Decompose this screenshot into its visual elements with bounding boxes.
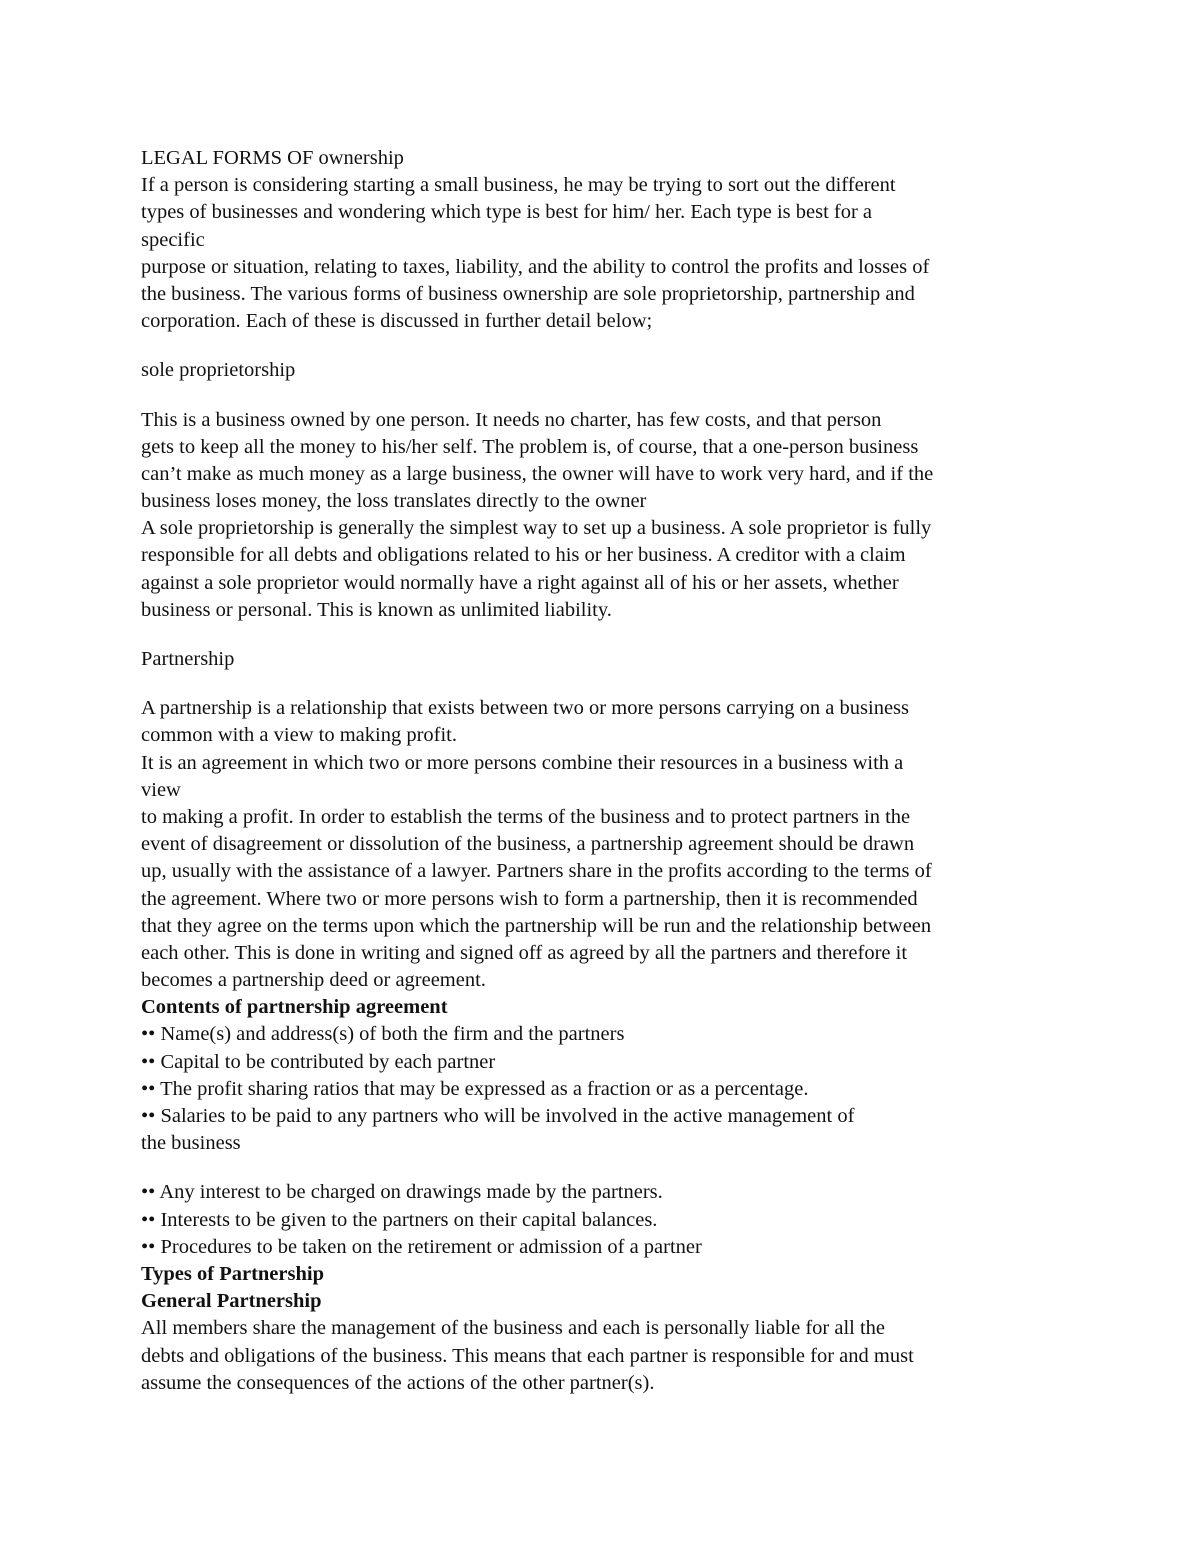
paragraph-gap (141, 1157, 1061, 1179)
partnership-heading: Partnership (141, 648, 235, 670)
contents-list-item: •• Any interest to be charged on drawings made by the partners. (141, 1181, 663, 1204)
contents-list-item: •• Capital to be contributed by each partner (141, 1050, 496, 1073)
contents-heading: Contents of partnership agreement (141, 996, 448, 1019)
general-partnership-heading: General Partnership (141, 1290, 322, 1313)
document-body (141, 145, 1061, 1397)
sole-proprietorship-heading: sole proprietorship (141, 359, 296, 382)
sole-line: This is a business owned by one person. It needs no charter, has few costs, and that person (141, 408, 882, 431)
sole-line: business or personal. This is known as unlimited liability. (141, 598, 612, 621)
types-heading: Types of Partnership (141, 1262, 324, 1285)
partnership-line: A partnership is a relationship that exists between two or more persons carrying on a business (141, 697, 910, 720)
paragraph-gap (141, 385, 1061, 407)
sole-line: gets to keep all the money to his/her self. The problem is, of course, that a one-person business (141, 435, 919, 458)
intro-line: the business. The various forms of business ownership are sole proprietorship, partnership and (141, 282, 915, 305)
contents-list-item: •• Procedures to be taken on the retirement or admission of a partner (141, 1235, 702, 1258)
partnership-line: common with a view to making profit. (141, 724, 457, 747)
intro-line: specific (141, 228, 205, 251)
sole-line: business loses money, the loss translates directly to the owner (141, 490, 647, 513)
partnership-line: that they agree on the terms upon which the partnership will be run and the relationship between (141, 914, 932, 937)
contents-list-item: •• Name(s) and address(s) of both the firm and the partners (141, 1023, 625, 1046)
sole-line: against a sole proprietor would normally have a right against all of his or her assets, whether (141, 571, 899, 594)
paragraph-gap (141, 335, 1061, 357)
partnership-line: to making a profit. In order to establish the terms of the business and to protect partners in the (141, 805, 911, 828)
partnership-line: becomes a partnership deed or agreement. (141, 969, 486, 992)
intro-line: If a person is considering starting a small business, he may be trying to sort out the different (141, 174, 896, 197)
document-title: LEGAL FORMS OF ownership (141, 147, 404, 169)
contents-list-item: •• Salaries to be paid to any partners who will be involved in the active management of (141, 1105, 855, 1127)
contents-list-item: •• The profit sharing ratios that may be expressed as a fraction or as a percentage. (141, 1077, 809, 1100)
partnership-line: view (141, 778, 181, 801)
partnership-line: up, usually with the assistance of a lawyer. Partners share in the profits according to the terms of (141, 860, 932, 883)
paragraph-gap (141, 624, 1061, 646)
sole-line: can’t make as much money as a large business, the owner will have to work very hard, and if the (141, 462, 934, 485)
sole-line: responsible for all debts and obligations related to his or her business. A creditor with a claim (141, 544, 906, 567)
types-line: debts and obligations of the business. This means that each partner is responsible for and must (141, 1344, 914, 1367)
intro-line: purpose or situation, relating to taxes, liability, and the ability to control the profits and losses of (141, 255, 930, 278)
types-line: assume the consequences of the actions of the other partner(s). (141, 1371, 655, 1394)
partnership-line: the agreement. Where two or more persons wish to form a partnership, then it is recommended (141, 887, 918, 910)
sole-line: A sole proprietorship is generally the simplest way to set up a business. A sole proprietor is fully (141, 517, 932, 540)
partnership-line: each other. This is done in writing and signed off as agreed by all the partners and therefore it (141, 941, 908, 964)
intro-line: types of businesses and wondering which type is best for him/ her. Each type is best for a (141, 201, 873, 224)
partnership-line: It is an agreement in which two or more persons combine their resources in a business with a (141, 751, 904, 774)
types-line: All members share the management of the business and each is personally liable for all the (141, 1317, 886, 1340)
contents-list-item: the business (141, 1132, 241, 1155)
partnership-line: event of disagreement or dissolution of the business, a partnership agreement should be drawn (141, 833, 915, 856)
paragraph-gap (141, 673, 1061, 695)
intro-line: corporation. Each of these is discussed in further detail below; (141, 310, 653, 333)
contents-list-item: •• Interests to be given to the partners on their capital balances. (141, 1208, 658, 1231)
